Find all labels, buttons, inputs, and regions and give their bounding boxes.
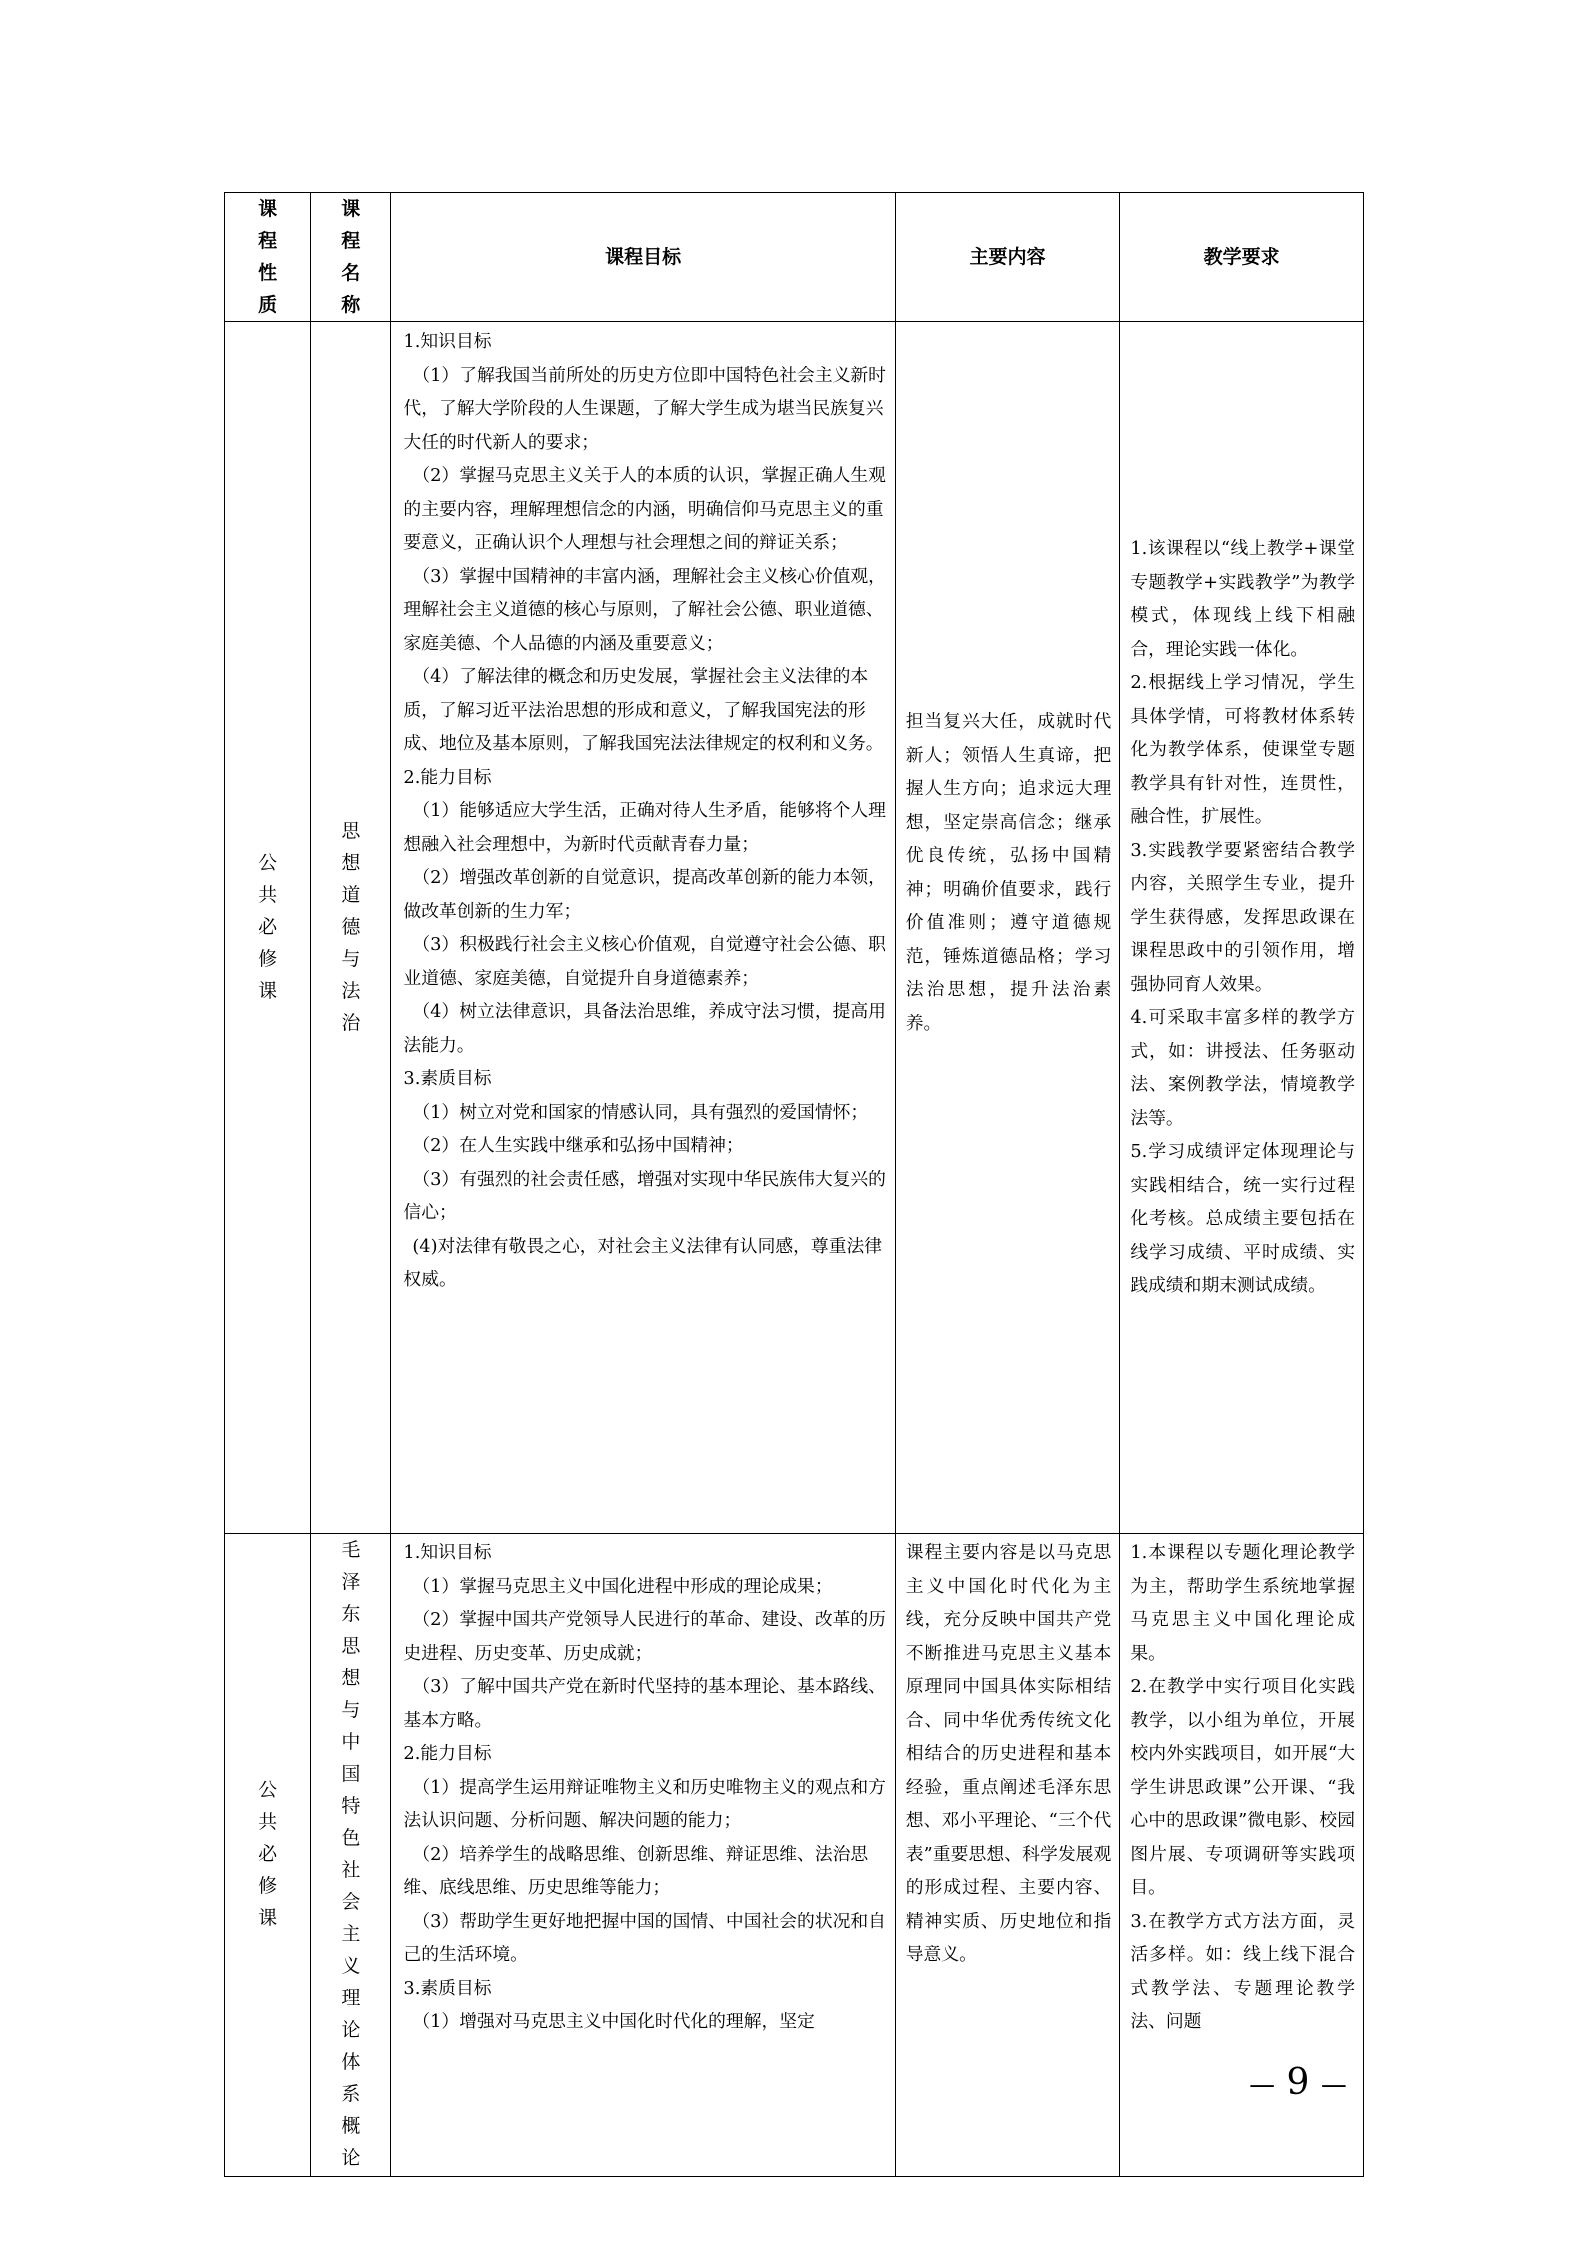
requirement-item: 5.学习成绩评定体现理论与实践相结合，统一实行过程化考核。总成绩主要包括在线学习成绩、平时成绩、实践成绩和期末测试成绩。 (1130, 1141, 1355, 1296)
course-content: 担当复兴大任，成就时代新人；领悟人生真谛，把握人生方向；追求远大理想，坚定崇高信念；继承优良传统，弘扬中国精神；明确价值要求，践行价值准则；遵守道德规范，锤炼道德品格；学习法治思想，提升法治素养。 (905, 711, 1112, 1034)
goal-item: （1）树立对党和国家的情感认同，具有强烈的爱国情怀； (412, 1101, 869, 1123)
teaching-requirement-list (1130, 1536, 1355, 2039)
goal-item: （1）提高学生运用辩证唯物主义和历史唯物主义的观点和方法认识问题、分析问题、解决问题的能力； (403, 1776, 886, 1831)
course-content-cell (895, 322, 1120, 1534)
goal-item: （2）掌握中国共产党领导人民进行的革命、建设、改革的历史进程、历史变革、历史成就； (403, 1609, 886, 1664)
goal-heading: 2.能力目标 (403, 766, 492, 788)
header-nature: 课程性质 (225, 193, 311, 322)
course-content: 课程主要内容是以马克思主义中国化时代化为主线，充分反映中国共产党不断推进马克思主义基本原理同中国具体实际相结合、同中华优秀传统文化相结合的历史进程和基本经验，重点阐述毛泽东思想、邓小平理论、“三个代表”重要思想、科学发展观的形成过程、主要内容、精神实质、历史地位和指导意义。 (905, 1542, 1112, 1965)
course-goal-list (403, 1536, 886, 2039)
goal-heading: 3.素质目标 (403, 1068, 492, 1089)
course-name: 毛泽东思想与中国特色社会主义理论体系概论 (341, 1539, 361, 2169)
requirement-item: 4.可采取丰富多样的教学方式，如：讲授法、任务驱动法、案例教学法，情境教学法等。 (1130, 1007, 1355, 1129)
requirement-item: 1.本课程以专题化理论教学为主，帮助学生系统地掌握马克思主义中国化理论成果。 (1130, 1542, 1355, 1664)
goal-heading: 3.素质目标 (403, 1977, 492, 1999)
goal-item: (4)对法律有敬畏之心，对社会主义法律有认同感，尊重法律权威。 (403, 1235, 883, 1290)
curriculum-table (224, 192, 1364, 2177)
goal-item: （2）掌握马克思主义关于人的本质的认识，掌握正确人生观的主要内容，理解理想信念的内涵，明确信仰马克思主义的重要意义，正确认识个人理想与社会理想之间的辩证关系； (403, 465, 886, 553)
requirement-item: 3.实践教学要紧密结合教学内容，关照学生专业，提升学生获得感，发挥思政课在课程思政中的引领作用，增强协同育人效果。 (1130, 839, 1355, 995)
course-name: 思想道德与法治 (341, 819, 361, 1034)
table-row (225, 322, 1364, 1534)
course-goal-list (403, 325, 886, 1297)
teaching-requirement-cell (1120, 322, 1364, 1534)
requirement-item: 2.根据线上学习情况，学生具体学情，可将教材体系转化为教学体系，使课堂专题教学具有针对性，连贯性，融合性，扩展性。 (1130, 672, 1355, 827)
goal-item: （3）掌握中国精神的丰富内涵，理解社会主义核心价值观，理解社会主义道德的核心与原则，了解社会公德、职业道德、家庭美德、个人品德的内涵及重要意义； (403, 565, 886, 654)
goal-item: （2）在人生实践中继承和弘扬中国精神； (412, 1135, 744, 1156)
course-goal-cell (391, 322, 895, 1534)
goal-item: （2）培养学生的战略思维、创新思维、辩证思维、法治思维、底线思维、历史思维等能力； (403, 1843, 869, 1898)
header-content: 主要内容 (895, 193, 1120, 322)
header-goal: 课程目标 (391, 193, 895, 322)
goal-item: （1）增强对马克思主义中国化时代化的理解，坚定 (412, 2011, 815, 2032)
table-row (225, 1534, 1364, 2177)
course-nature-cell (225, 322, 311, 1534)
goal-item: （1）了解我国当前所处的历史方位即中国特色社会主义新时代，了解大学阶段的人生课题，了解大学生成为堪当民族复兴大任的时代新人的要求； (403, 364, 886, 453)
header-name: 课程名称 (311, 193, 391, 322)
course-content-cell (895, 1534, 1120, 2177)
goal-item: （1）能够适应大学生活，正确对待人生矛盾，能够将个人理想融入社会理想中，为新时代贡献青春力量； (403, 800, 886, 855)
goal-item: （3）有强烈的社会责任感，增强对实现中华民族伟大复兴的信心； (403, 1168, 886, 1223)
page-number-value: 9 (1286, 2062, 1310, 2103)
goal-item: （4）树立法律意识，具备法治思维，养成守法习惯，提高用法能力。 (403, 1001, 886, 1056)
page-number: — 9 — (1249, 2062, 1347, 2103)
table-header-row (225, 193, 1364, 322)
goal-heading: 2.能力目标 (403, 1743, 492, 1764)
course-nature: 公共必修课 (258, 851, 278, 1002)
goal-heading: 1.知识目标 (403, 331, 492, 352)
requirement-item: 1.该课程以“线上教学+课堂专题教学+实践教学”为教学模式，体现线上线下相融合，理论实践一体化。 (1130, 538, 1355, 660)
goal-heading: 1.知识目标 (403, 1542, 492, 1563)
course-nature-cell (225, 1534, 311, 2177)
course-nature: 公共必修课 (258, 1779, 278, 1929)
teaching-requirement-list (1130, 532, 1355, 1303)
goal-item: （3）积极践行社会主义核心价值观，自觉遵守社会公德、职业道德、家庭美德，自觉提升自身道德素养； (403, 934, 886, 989)
goal-item: （4）了解法律的概念和历史发展，掌握社会主义法律的本质，了解习近平法治思想的形成和意义，了解我国宪法的形成、地位及基本原则，了解我国宪法法律规定的权利和义务。 (403, 666, 884, 754)
goal-item: （3）帮助学生更好地把握中国的国情、中国社会的状况和自己的生活环境。 (403, 1910, 886, 1965)
course-goal-cell (391, 1534, 895, 2177)
goal-item: （3）了解中国共产党在新时代坚持的基本理论、基本路线、基本方略。 (403, 1676, 886, 1731)
requirement-item: 3.在教学方式方法方面，灵活多样。如：线上线下混合式教学法、专题理论教学法、问题 (1130, 1910, 1355, 2032)
requirement-item: 2.在教学中实行项目化实践教学，以小组为单位，开展校内外实践项目，如开展“大学生讲思政课”公开课、“我心中的思政课”微电影、校园图片展、专项调研等实践项目。 (1130, 1676, 1355, 1898)
course-name-cell (311, 322, 391, 1534)
goal-item: （2）增强改革创新的自觉意识，提高改革创新的能力本领，做改革创新的生力军； (403, 867, 886, 922)
goal-item: （1）掌握马克思主义中国化进程中形成的理论成果； (412, 1575, 833, 1597)
header-requirement: 教学要求 (1120, 193, 1364, 322)
course-name-cell (311, 1534, 391, 2177)
